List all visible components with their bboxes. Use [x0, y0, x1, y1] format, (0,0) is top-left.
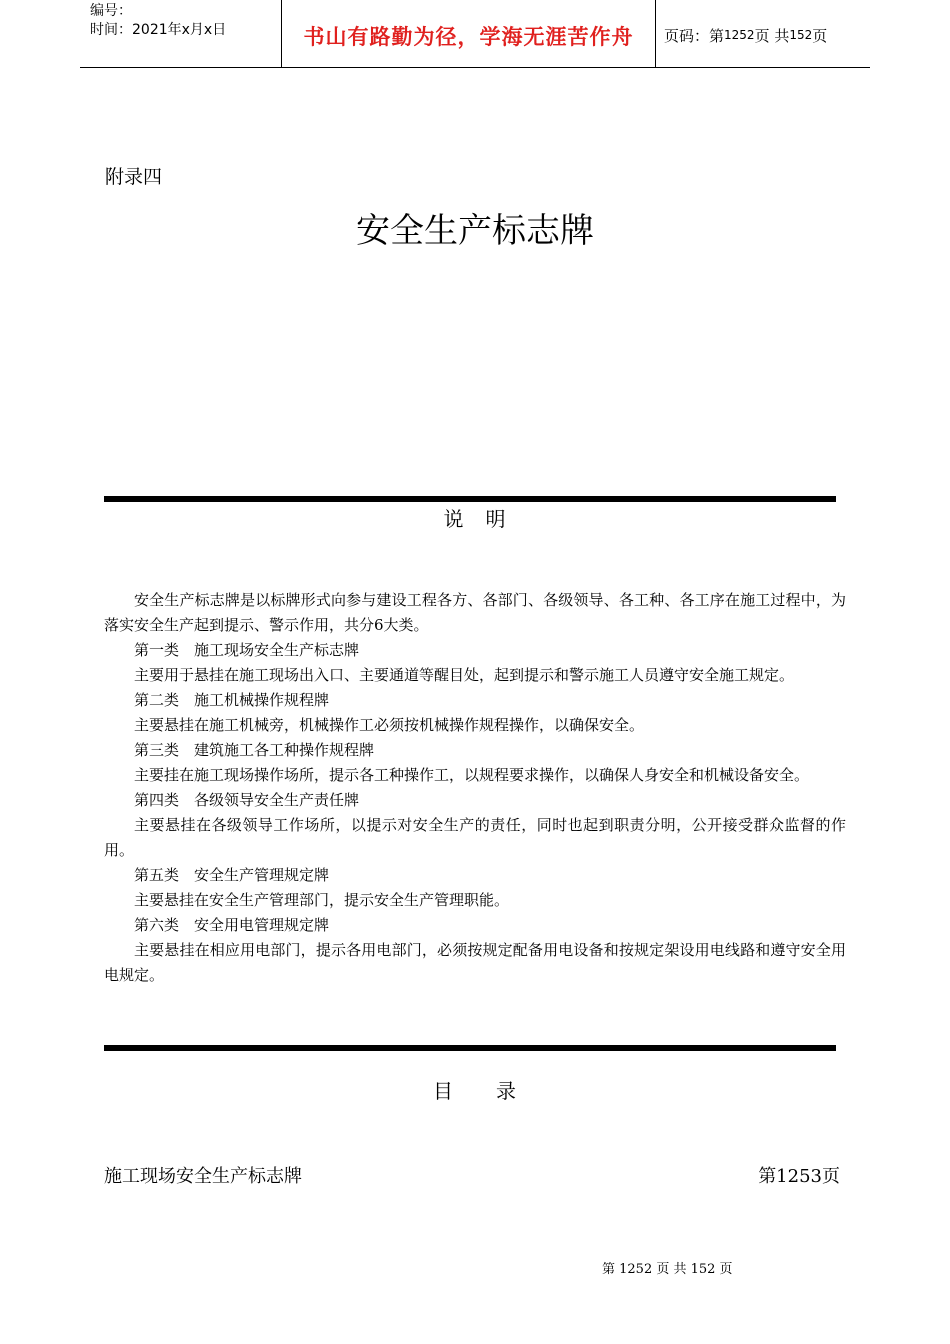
category-title: 第六类 安全用电管理规定牌 — [134, 916, 330, 934]
toc-entry[interactable] — [104, 1162, 840, 1188]
category-title: 第四类 各级领导安全生产责任牌 — [134, 791, 360, 809]
category-description: 主要悬挂在各级领导工作场所，以提示对安全生产的责任，同时也起到职责分明，公开接受群众监督的作用。 — [104, 816, 846, 859]
toc-entry-page: 第1253页 — [758, 1166, 840, 1187]
page-mid: 页 共 — [754, 26, 790, 45]
category-description: 主要悬挂在相应用电部门，提示各用电部门，必须按规定配备用电设备和按规定架设用电线路和遵守安全用电规定。 — [104, 941, 846, 984]
header-meta — [80, 0, 282, 68]
header-motto: 书山有路勤为径，学海无涯苦作舟 — [282, 0, 656, 68]
divider-rule — [104, 1045, 836, 1051]
toc-entry-name: 施工现场安全生产标志牌 — [104, 1166, 302, 1187]
page-number: 1252 — [724, 28, 755, 42]
appendix-label: 附录四 — [105, 166, 163, 188]
category-description: 主要用于悬挂在施工现场出入口、主要通道等醒目处，起到提示和警示施工人员遵守安全施工规定。 — [134, 666, 795, 684]
explanation-body — [104, 588, 846, 988]
header-page-info — [656, 0, 870, 68]
category-title: 第二类 施工机械操作规程牌 — [134, 691, 330, 709]
category-description: 主要悬挂在施工机械旁，机械操作工必须按机械操作规程操作，以确保安全。 — [134, 716, 645, 734]
page-total: 152 — [789, 28, 813, 42]
page-prefix: 页码：第 — [664, 26, 725, 45]
page-header — [80, 0, 870, 68]
page-title: 安全生产标志牌 — [356, 211, 594, 251]
time-label: 时间：2021年x月x日 — [90, 22, 227, 38]
intro-paragraph: 安全生产标志牌是以标牌形式向参与建设工程各方、各部门、各级领导、各工种、各工序在施工过程中，为落实安全生产起到提示、警示作用，共分6大类。 — [104, 591, 846, 634]
category-description: 主要挂在施工现场操作场所，提示各工种操作工，以规程要求操作，以确保人身安全和机械设备安全。 — [134, 766, 810, 784]
number-label: 编号： — [90, 3, 132, 19]
category-title: 第三类 建筑施工各工种操作规程牌 — [134, 741, 375, 759]
category-description: 主要悬挂在安全生产管理部门，提示安全生产管理职能。 — [134, 891, 510, 909]
category-title: 第五类 安全生产管理规定牌 — [134, 866, 330, 884]
divider-rule — [104, 496, 836, 502]
category-title: 第一类 施工现场安全生产标志牌 — [134, 641, 360, 659]
section-heading-explanation: 说 明 — [443, 507, 507, 531]
section-heading-toc: 目 录 — [433, 1079, 517, 1103]
page-suffix: 页 — [812, 26, 828, 45]
page-footer: 第 1252 页 共 152 页 — [602, 1262, 733, 1277]
